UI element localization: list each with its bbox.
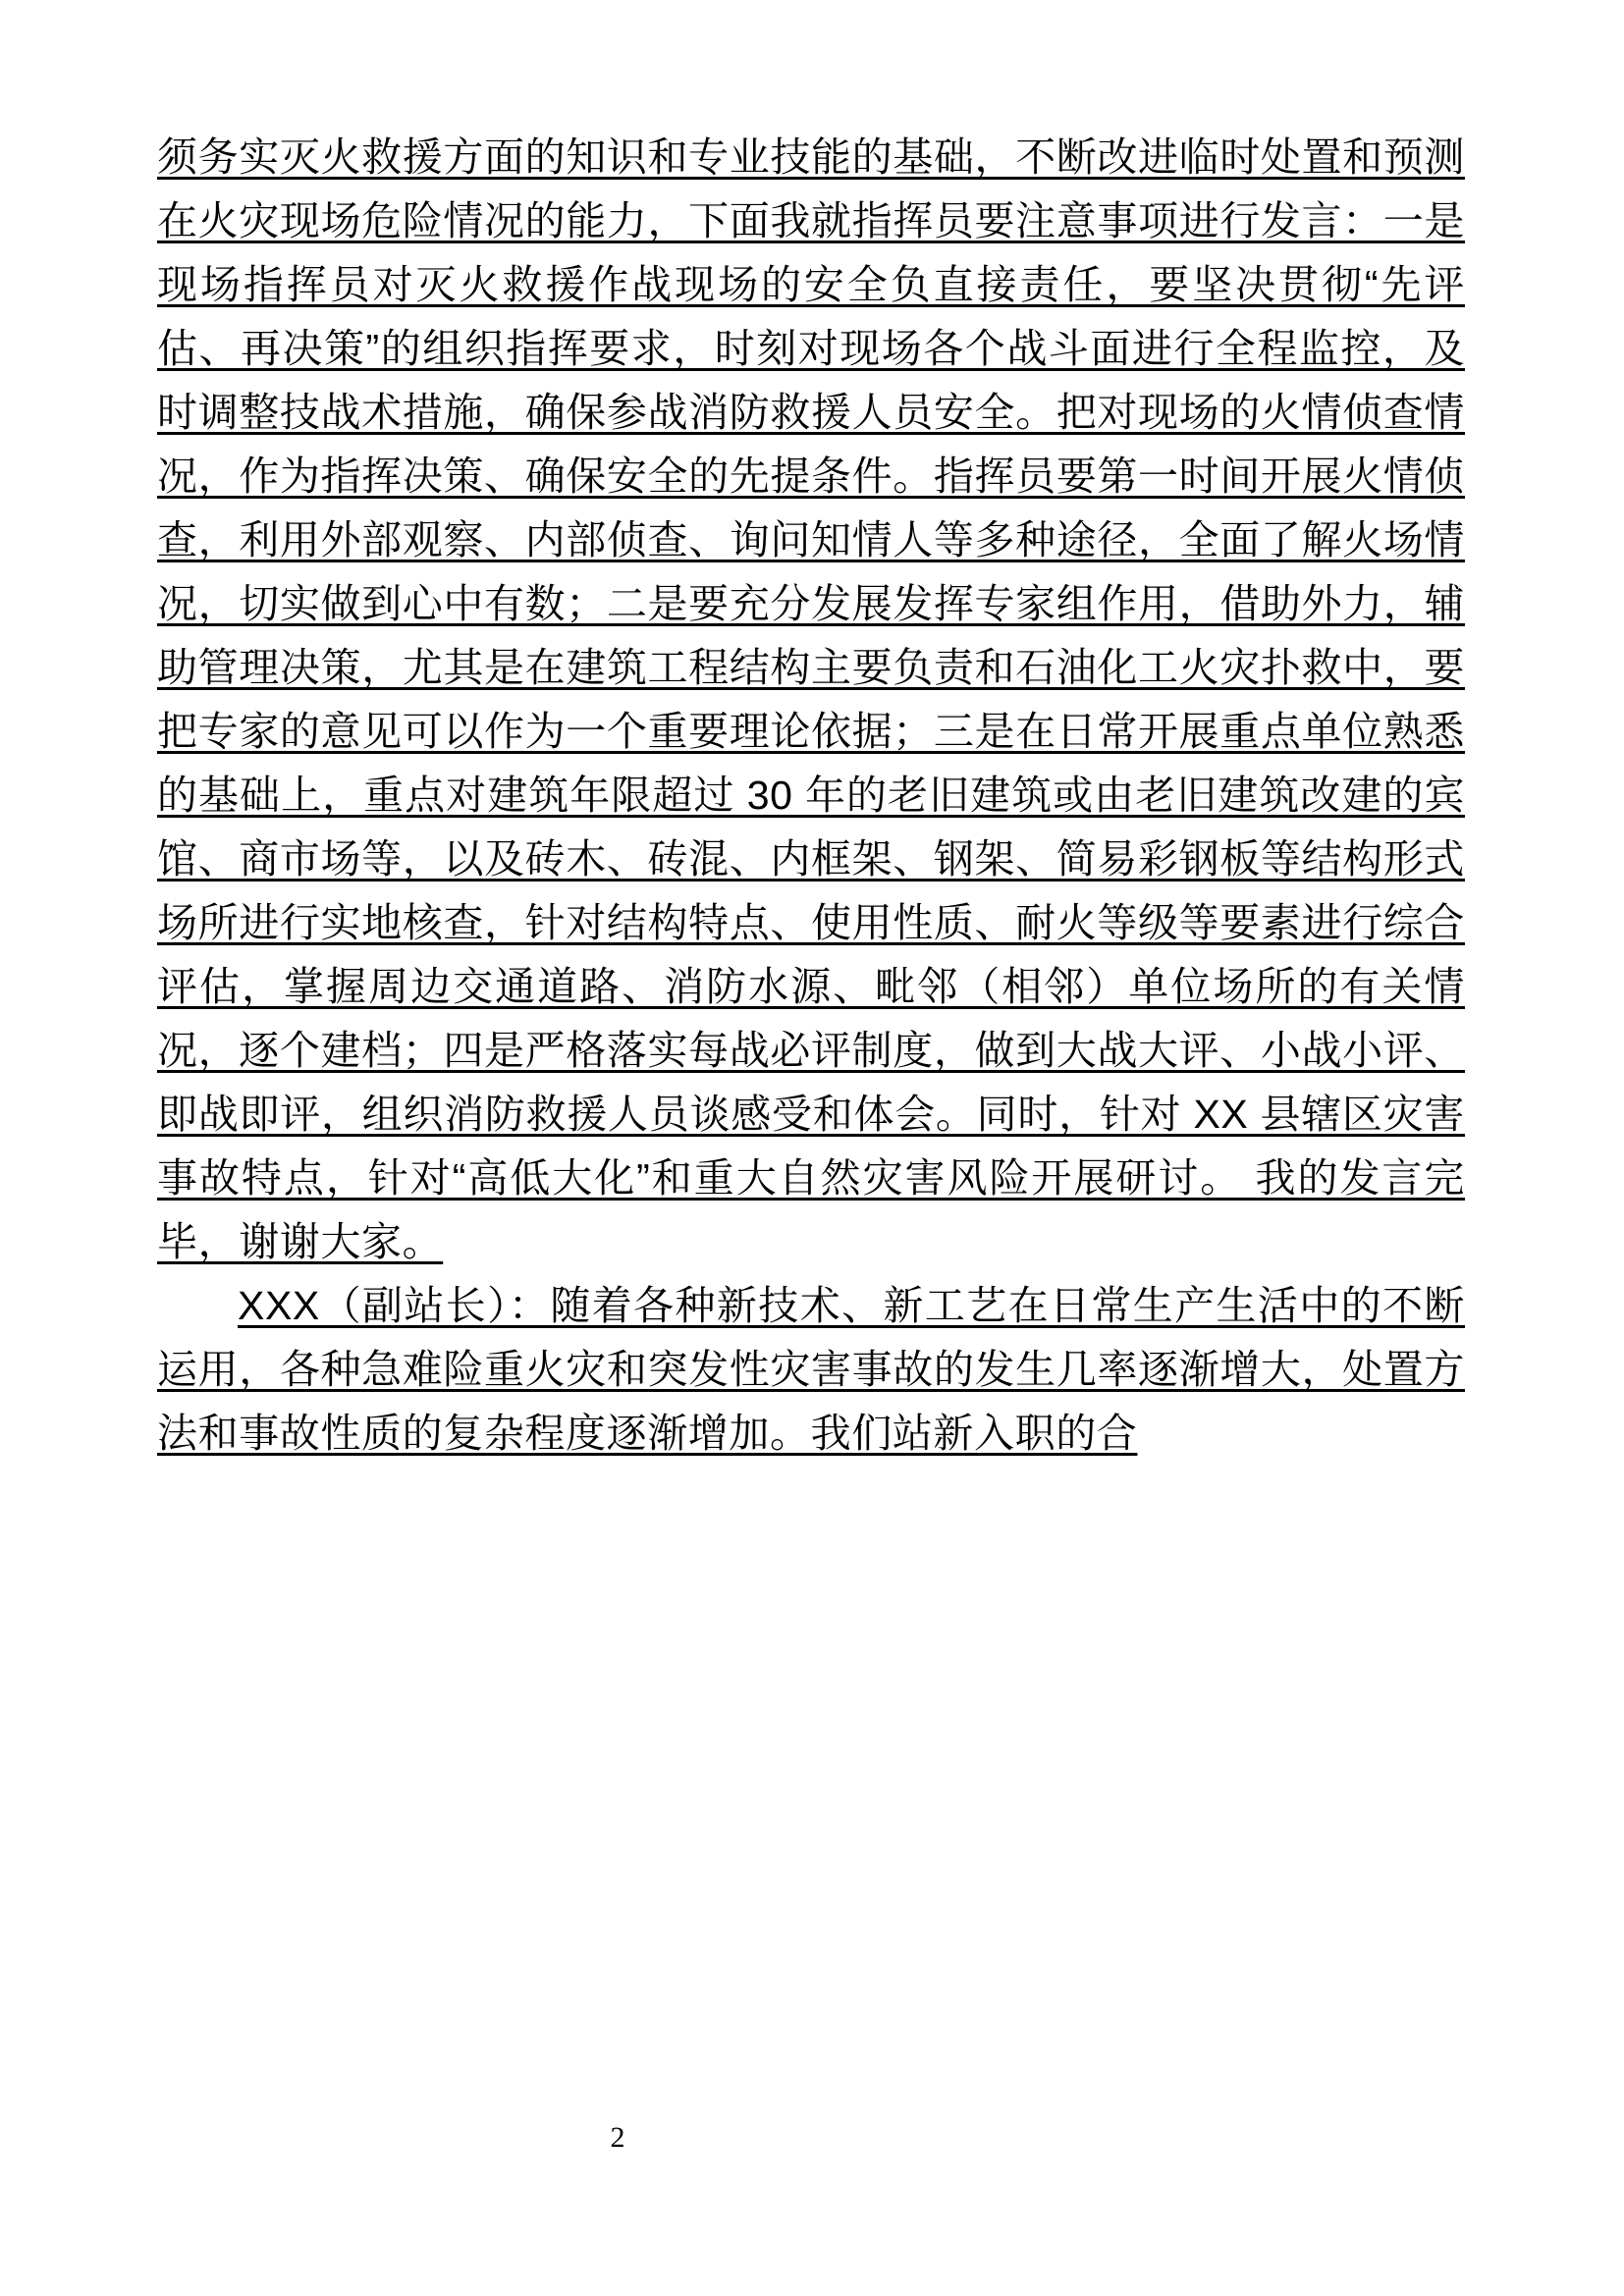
page-body [157, 126, 1465, 1466]
page-number-footer [0, 2120, 1624, 2156]
page-number-value: 2 [610, 2121, 625, 2154]
body-paragraph-2: XXX（副站长）：随着各种新技术、新工艺在日常生产生活中的不断运用，各种急难险重火灾和突发性灾害事故的发生几率逐渐增大，处置方法和事故性质的复杂程度逐渐增加。我们站新入职的合 [157, 1283, 1465, 1456]
body-paragraph-1: 须务实灭火救援方面的知识和专业技能的基础，不断改进临时处置和预测在火灾现场危险情况的能力，下面我就指挥员要注意事项进行发言：一是现场指挥员对灭火救援作战现场的安全负直接责任，要坚决贯彻“先评估、再决策”的组织指挥要求，时刻对现场各个战斗面进行全程监控，及时调整技战术措施，确保参战消防救援人员安全。把对现场的火情侦查情况，作为指挥决策、确保安全的先提条件。指挥员要第一时间开展火情侦查，利用外部观察、内部侦查、询问知情人等多种途径，全面了解火场情况，切实做到心中有数；二是要充分发展发挥专家组作用，借助外力，辅助管理决策，尤其是在建筑工程结构主要负责和石油化工火灾扑救中，要把专家的意见可以作为一个重要理论依据；三是在日常开展重点单位熟悉的基础上，重点对建筑年限超过 30 年的老旧建筑或由老旧建筑改建的宾馆、商市场等，以及砖木、砖混、内框架、钢架、简易彩钢板等结构形式场所进行实地核查，针对结构特点、使用性质、耐火等级等要素进行综合评估，掌握周边交通道路、消防水源、毗邻（相邻）单位场所的有关情况，逐个建档；四是严格落实每战必评制度，做到大战大评、小战小评、即战即评，组织消防救援人员谈感受和体会。同时，针对 XX 县辖区灾害事故特点，针对“高低大化”和重大自然灾害风险开展研讨。 我的发言完毕，谢谢大家。 [157, 134, 1465, 1264]
